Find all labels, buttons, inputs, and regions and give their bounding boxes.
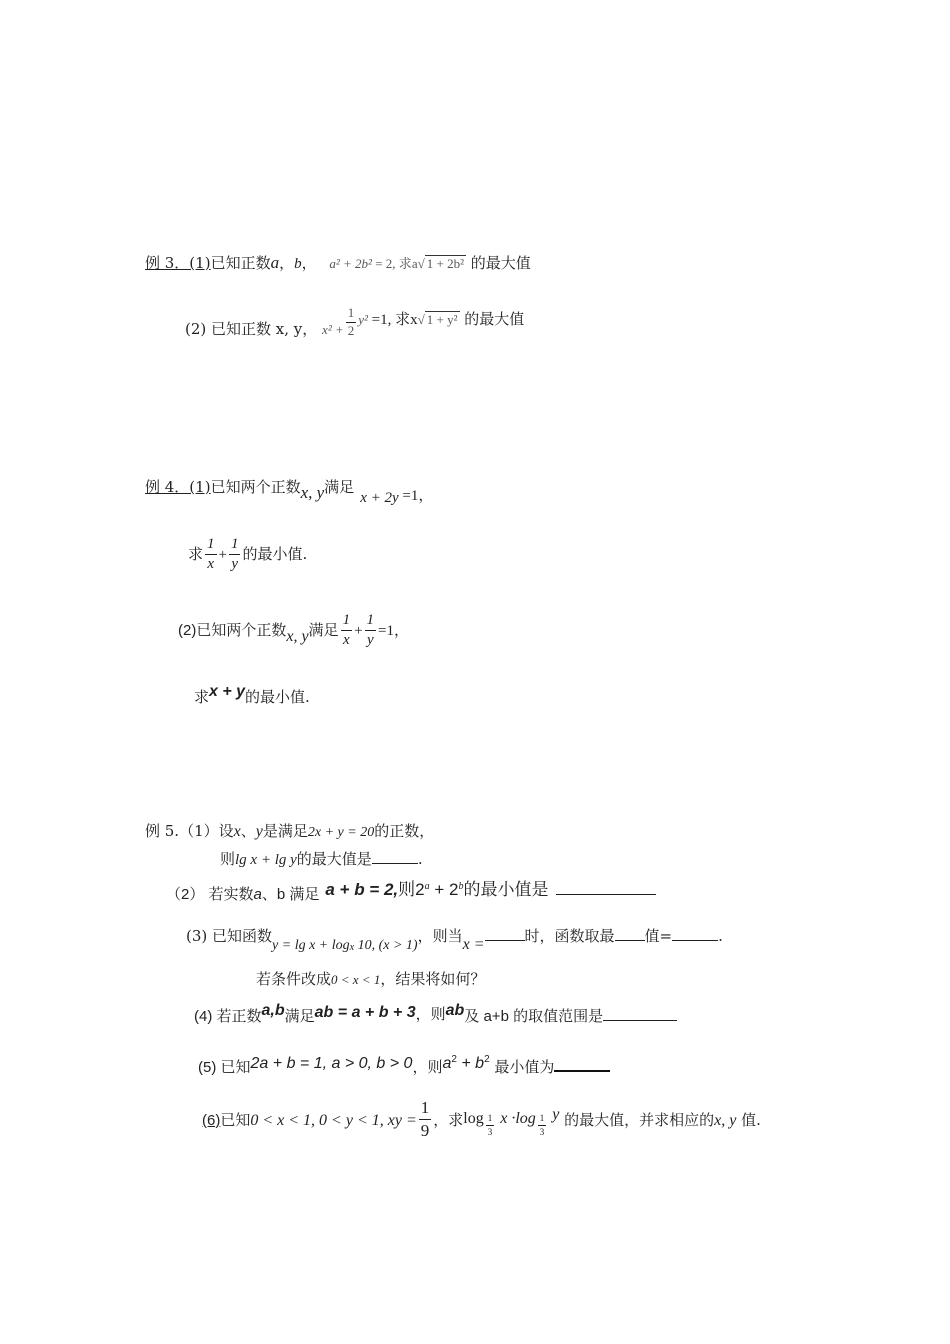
log-base-one-third (486, 1113, 495, 1137)
text: =1, 求x (367, 312, 418, 329)
text: 满足 (308, 620, 339, 639)
text: 的最大值 (459, 310, 525, 329)
ex3-part1 (145, 254, 531, 272)
answer-blank[interactable] (615, 926, 645, 941)
text: 、 (240, 822, 256, 840)
sqrt-sign: √ (417, 312, 425, 328)
text: 的最小值. (242, 544, 308, 563)
math-function: 10, (x > 1) (354, 938, 418, 953)
math-x: x (233, 823, 241, 840)
numerator: 1 (365, 612, 377, 631)
denominator: y (366, 632, 374, 649)
math-condition: ab = a + b + 3 (314, 1004, 416, 1021)
text: (6) (202, 1112, 221, 1130)
answer-blank[interactable] (603, 1006, 677, 1021)
numerator: 1 (346, 306, 357, 323)
math-a: a (411, 256, 418, 271)
text: . (417, 850, 423, 868)
math-b: b (294, 256, 302, 272)
math: x² + (322, 322, 344, 338)
text: 满足 (284, 1007, 315, 1025)
text: 的正数， (374, 822, 435, 840)
text: (5) 已 (198, 1059, 236, 1076)
math-radicand: 1 + 2b² (426, 256, 464, 271)
math-xy: x, y (286, 627, 309, 645)
ex4-label: 例 4．(1) (145, 478, 211, 496)
text: 满足 (324, 478, 355, 496)
text: . (718, 927, 723, 945)
text: 已知两个正数 (210, 478, 301, 496)
text: 求 (188, 544, 204, 563)
text: 设 (218, 822, 234, 840)
ex4-part2-line2 (194, 683, 310, 706)
text: =1， (378, 622, 409, 639)
text: 值. (736, 1111, 761, 1130)
text: =1， (398, 488, 434, 504)
fraction-1-over-x (205, 536, 217, 574)
text: 若条件改成 (256, 970, 332, 988)
denominator: 2 (347, 322, 355, 338)
math-a: a (253, 886, 262, 903)
math-ab: ab (445, 1002, 465, 1019)
ex5-part4 (194, 1000, 677, 1025)
text: 则2 (398, 880, 425, 899)
math-x-plus-y: x + y (209, 683, 246, 700)
answer-blank[interactable] (672, 926, 718, 941)
math-radicand: 1 + y² (426, 312, 458, 328)
math-xy: x, y (300, 483, 325, 502)
text: 的最小值是 (463, 880, 549, 899)
math-condition: 0 < x < 1, 0 < y < 1, xy = (250, 1112, 417, 1130)
text: 已知正数 (210, 254, 271, 272)
text: ， (279, 254, 295, 272)
plus-sign: + (354, 622, 363, 639)
text: 知 (235, 1058, 251, 1076)
log-base-one-third (538, 1113, 547, 1137)
fraction-1-over-x (341, 612, 353, 650)
math-xy: x, y (714, 1112, 737, 1130)
math-y: y (255, 823, 263, 840)
fraction-1-over-9 (419, 1098, 432, 1140)
denominator: y (231, 556, 239, 573)
math-ab: a,b (261, 1002, 285, 1019)
math-condition: a² + 2b² (329, 256, 372, 271)
math-condition: x + 2y (360, 490, 399, 506)
ex5-part2 (166, 880, 656, 903)
ex4-part1-line1 (145, 478, 434, 506)
text: ，则当 (417, 927, 463, 945)
math-y: y (548, 1106, 560, 1124)
math-condition: 0 < x < 1 (331, 972, 381, 987)
denominator: 3 (487, 1126, 493, 1137)
text: 值= (644, 927, 673, 945)
math-log: log (463, 1110, 484, 1128)
math-b: + b (456, 1055, 485, 1072)
math-log: x ·log (496, 1110, 536, 1128)
ex4-part2-line1 (178, 612, 409, 650)
text: 的最小值. (245, 688, 310, 706)
text: 时，函数取最 (524, 927, 615, 945)
numerator: 1 (419, 1098, 432, 1120)
text: 则 (220, 850, 236, 868)
math-condition: 2x + y = 20 (307, 825, 375, 840)
ex5-label: 例 5.（1） (145, 822, 219, 840)
math-sub: x (349, 942, 355, 953)
math-sup: a (424, 881, 430, 892)
answer-blank[interactable] (485, 926, 525, 941)
sqrt-sign: √ (417, 256, 425, 271)
denominator: 3 (539, 1126, 545, 1137)
text: （2） 若实数 (166, 886, 254, 903)
denominator: x (342, 632, 350, 649)
denominator: 9 (420, 1120, 430, 1140)
fraction-1-over-y (229, 536, 241, 574)
answer-blank[interactable] (372, 849, 418, 864)
text: (2) 已知正数 x, y， (185, 320, 318, 339)
text: 最小值为 (489, 1058, 555, 1076)
text: ， (301, 254, 317, 272)
math-expression: lg x + lg y (235, 852, 297, 868)
text: 的最大值 (465, 254, 531, 272)
numerator: 1 (229, 536, 241, 555)
math-sup: b (458, 881, 464, 892)
text: + 2 (429, 880, 459, 899)
text: ，则 (412, 1058, 443, 1076)
ex5-part6 (202, 1098, 761, 1140)
plus-sign: + (218, 546, 227, 563)
answer-blank[interactable] (554, 1056, 610, 1072)
math-condition: a + b = 2, (325, 880, 399, 899)
math-sup: 2 (451, 1054, 457, 1065)
answer-blank[interactable] (556, 880, 656, 895)
text: (3) 已知函数 (186, 927, 273, 945)
text: 求 (194, 688, 210, 706)
math-sup: 2 (484, 1054, 490, 1065)
ex4-part1-line2 (188, 536, 307, 574)
math-a: a (442, 1055, 452, 1072)
numerator: 1 (486, 1113, 495, 1125)
numerator: 1 (341, 612, 353, 631)
text: ，求 (433, 1111, 464, 1130)
text: = 2, 求 (371, 256, 412, 271)
text: (2)已知两个正数 (178, 621, 287, 639)
ex3-label: 例 3．(1) (145, 254, 211, 272)
math-condition: 2a + b = 1, a > 0, b > 0 (250, 1055, 413, 1072)
text: 是满足 (262, 822, 308, 840)
text: 的最大值，并求相应的 (559, 1111, 715, 1130)
fraction-1-over-y (365, 612, 377, 650)
text: (4) 若正数 (194, 1008, 262, 1025)
ex3-part2 (185, 306, 524, 339)
text: 已知 (220, 1111, 251, 1130)
text: ，则 (415, 1005, 446, 1023)
ex5-part3-line1 (186, 926, 723, 953)
ex5-part1-line2 (220, 849, 423, 868)
math-x-equals: x = (462, 936, 485, 953)
ex5-part3-line2 (256, 972, 485, 987)
ex5-part5 (198, 1052, 610, 1076)
text: 的最大值是 (296, 850, 372, 868)
ex5-part1-line1 (145, 824, 434, 840)
math: y² (358, 312, 368, 328)
fraction-half (346, 306, 357, 339)
text: 及 a+b 的取值范围是 (464, 1008, 604, 1025)
math-function: y = lg x + log (272, 938, 350, 953)
numerator: 1 (205, 536, 217, 555)
text: 、b 满足 (261, 886, 320, 903)
text: ，结果将如何？ (380, 970, 486, 988)
math-a: a (270, 253, 280, 272)
denominator: x (207, 556, 215, 573)
numerator: 1 (538, 1113, 547, 1125)
